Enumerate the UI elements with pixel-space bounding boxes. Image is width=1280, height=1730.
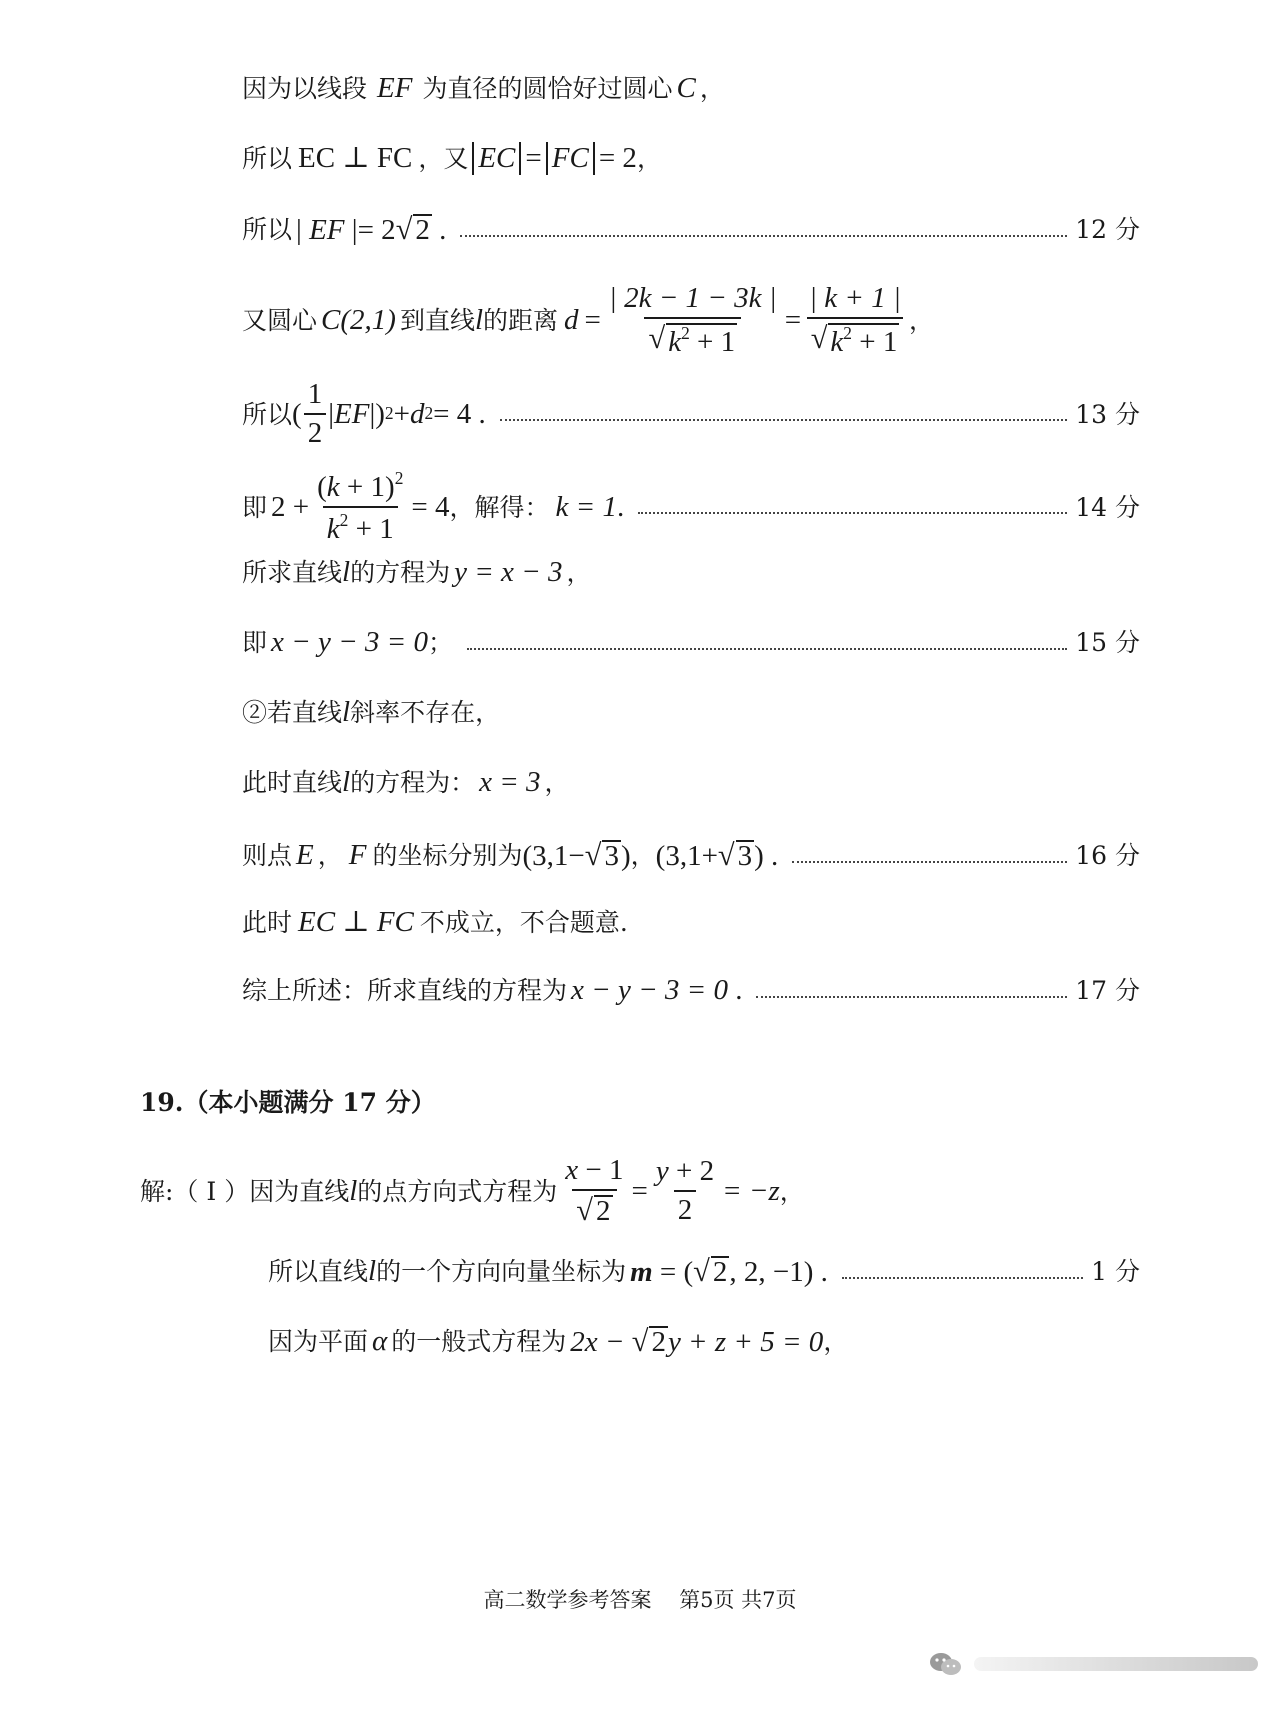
text: 的一个方向向量坐标为 xyxy=(376,1257,627,1286)
math-numerator: | k + 1 | xyxy=(809,282,901,314)
line-solve-k: 即 2 + $\frac{(k + 1)^2}{k^2 + 1}$ = 4 ，解得： k = 1. 14 分 xyxy=(242,468,1140,546)
score-label: 14 分 xyxy=(1075,492,1140,522)
text: 即 xyxy=(242,628,268,657)
text: 的点方向式方程为 xyxy=(357,1176,558,1206)
math-alpha: α xyxy=(372,1325,388,1357)
math-plane-eq: 2x − √ 2 y + z + 5 = 0 xyxy=(570,1324,824,1358)
math-ef: EF xyxy=(377,72,413,104)
text: ， xyxy=(544,768,570,797)
math-c: C xyxy=(676,72,696,104)
score-label: 13 分 xyxy=(1075,399,1140,429)
score-label: 16 分 xyxy=(1075,841,1140,870)
math-eq: = ( xyxy=(659,1256,694,1288)
math-eq: = −z xyxy=(722,1174,780,1207)
math-eq: y + z + 5 = 0 xyxy=(667,1326,824,1358)
math-point-direction-eq: x − 1 √ 2 = $\frac{y + 2}{2}$ = −z xyxy=(565,1154,780,1227)
math-point-f: F xyxy=(348,839,367,871)
wechat-icon xyxy=(928,1650,964,1678)
math-k-value: k = 1 xyxy=(555,490,617,523)
dot-leader xyxy=(638,512,1067,514)
line-case-two: ②若直线 l 斜率不存在， xyxy=(242,696,501,728)
line-vertical-line: 此时直线 l 的方程为： x = 3 ， xyxy=(242,766,570,798)
line-perpendicular xyxy=(242,142,1140,175)
text: ②若直线 xyxy=(242,698,343,727)
dot-leader xyxy=(792,861,1067,863)
text: 的距离 xyxy=(483,306,559,336)
text: 所以直线 xyxy=(268,1257,369,1286)
text: 的方程为： xyxy=(350,768,476,797)
text: 到直线 xyxy=(399,306,475,336)
math-point-f-coord: (3,1+ √ 3 ) . xyxy=(655,838,779,872)
text: ，解得： xyxy=(449,492,550,522)
text: ， xyxy=(566,558,592,587)
line-ef-length xyxy=(242,214,1140,245)
dot-leader xyxy=(467,648,1067,650)
score-label: 12 分 xyxy=(1075,215,1140,244)
line-not-valid xyxy=(242,908,1140,937)
text: 的方程为 xyxy=(350,558,451,587)
line-ef-diameter xyxy=(242,74,1140,103)
line-conclusion: 综上所述：所求直线的方程为 x − y − 3 = 0 . 17 分 xyxy=(242,974,1140,1006)
math-coord: (3,1+ xyxy=(655,840,718,872)
math-abs-equation: EC = FC = 2 xyxy=(468,142,637,175)
text: 则点 xyxy=(242,841,293,870)
text: ， xyxy=(908,306,934,336)
dot-leader xyxy=(842,1277,1083,1279)
math-numerator: | 2k − 1 − 3k | xyxy=(608,282,777,314)
math-eq: 2x − xyxy=(570,1326,625,1358)
text: 所以 xyxy=(242,144,293,173)
math-eq: , 2, −1) xyxy=(729,1256,814,1288)
math-point-e: E xyxy=(296,839,314,871)
text: 此时 xyxy=(242,908,293,937)
text: 的坐标分别为 xyxy=(372,841,523,870)
text: ， xyxy=(317,841,343,870)
math-vec: m xyxy=(630,1256,653,1288)
math-x-eq: x = 3 xyxy=(479,766,541,798)
text: 所以 xyxy=(242,215,293,244)
line-direction-vector: 所以直线 l 的一个方向向量坐标为 m = ( √ 2 , 2, −1) . 1 分 xyxy=(268,1254,1140,1288)
line-coordinates: 则点 E ， F 的坐标分别为 (3,1− √ 3 ) ， (3,1+ √ 3 ) . 16 分 xyxy=(242,838,1140,872)
text: 的一般式方程为 xyxy=(391,1327,567,1356)
text: 因为平面 xyxy=(268,1327,369,1356)
text: ， xyxy=(823,1327,849,1356)
text: 此时直线 xyxy=(242,768,343,797)
line-line-equation: 所求直线 l 的方程为 y = x − 3 ， xyxy=(242,556,592,588)
text: 解:（ Ⅰ ）因为直线 xyxy=(140,1176,350,1206)
math-ef-length: | EF |= 2 √ 2 . xyxy=(296,212,447,246)
math-eq: = 2 xyxy=(598,142,637,174)
line-general-equation xyxy=(242,628,1140,657)
text: 斜率不存在， xyxy=(350,698,501,727)
math-final-eq: x − y − 3 = 0 xyxy=(571,974,728,1006)
line-circle-relation xyxy=(242,380,1140,448)
math-coord: (3,1− xyxy=(522,840,585,872)
heading-text: 19.（本小题满分 17 分） xyxy=(140,1088,436,1117)
text: ， xyxy=(699,74,725,103)
math-point-e-coord: (3,1− √ 3 ) xyxy=(522,838,631,872)
score-label: 15 分 xyxy=(1075,628,1140,657)
text: ， xyxy=(779,1176,805,1206)
text: 不成立，不合题意. xyxy=(419,908,628,937)
dot-leader xyxy=(460,235,1067,237)
dot-leader xyxy=(756,996,1067,998)
question-heading xyxy=(140,1090,1140,1115)
page-footer: 高二数学参考答案 第5页 共7页 xyxy=(483,1588,797,1612)
math-ec-perp-fc: EC ⊥ FC xyxy=(298,142,413,174)
dot-leader xyxy=(500,419,1067,421)
text: 所求直线 xyxy=(242,558,343,587)
text: ， xyxy=(636,144,662,173)
math-eq: = 4 xyxy=(411,490,450,523)
math-point-c: C(2,1) xyxy=(321,304,396,337)
math-ec-perp-fc: EC ⊥ FC xyxy=(298,906,414,938)
math-distance-formula: d = | 2k − 1 − 3k | √ $k^2 + 1$ = | k + 1 | √ $k^2 + 1$ xyxy=(558,284,909,357)
math-line-eq: y = x − 3 xyxy=(454,556,563,588)
text: ，又 xyxy=(418,144,469,173)
text: 即 xyxy=(242,492,268,522)
text: ； xyxy=(427,628,453,657)
line-plane-equation xyxy=(268,1326,1140,1357)
math-equation-k: 2 + $\frac{(k + 1)^2}{k^2 + 1}$ = 4 xyxy=(271,468,450,546)
math-vector-m: m = ( √ 2 , 2, −1) . xyxy=(630,1254,828,1288)
text: 所以 xyxy=(242,399,293,429)
line-point-direction: 解:（ Ⅰ ）因为直线 l 的点方向式方程为 x − 1 √ 2 = $\frac{y + 2}{2}$ = −z ， xyxy=(140,1154,805,1227)
line-distance: 又圆心 C(2,1) 到直线 l 的距离 d = | 2k − 1 − 3k | √ $k^2 + 1$ = | k + 1 | √ $k^2 + 1$ ， xyxy=(242,282,934,359)
text: 又圆心 xyxy=(242,306,318,336)
watermark-bar xyxy=(974,1657,1258,1671)
watermark xyxy=(928,1650,1258,1678)
math-half-ef-relation: ( $\frac{1}{2}$ | EF |) 2 + d 2 = 4 . xyxy=(292,378,486,449)
score-label: 1 分 xyxy=(1091,1257,1140,1286)
text: 因为以线段 xyxy=(242,74,368,103)
math-line-general: x − y − 3 = 0 xyxy=(271,626,428,658)
score-label: 17 分 xyxy=(1075,976,1140,1005)
text: 综上所述：所求直线的方程为 xyxy=(242,976,568,1005)
text: 为直径的圆恰好过圆心 xyxy=(422,74,673,103)
